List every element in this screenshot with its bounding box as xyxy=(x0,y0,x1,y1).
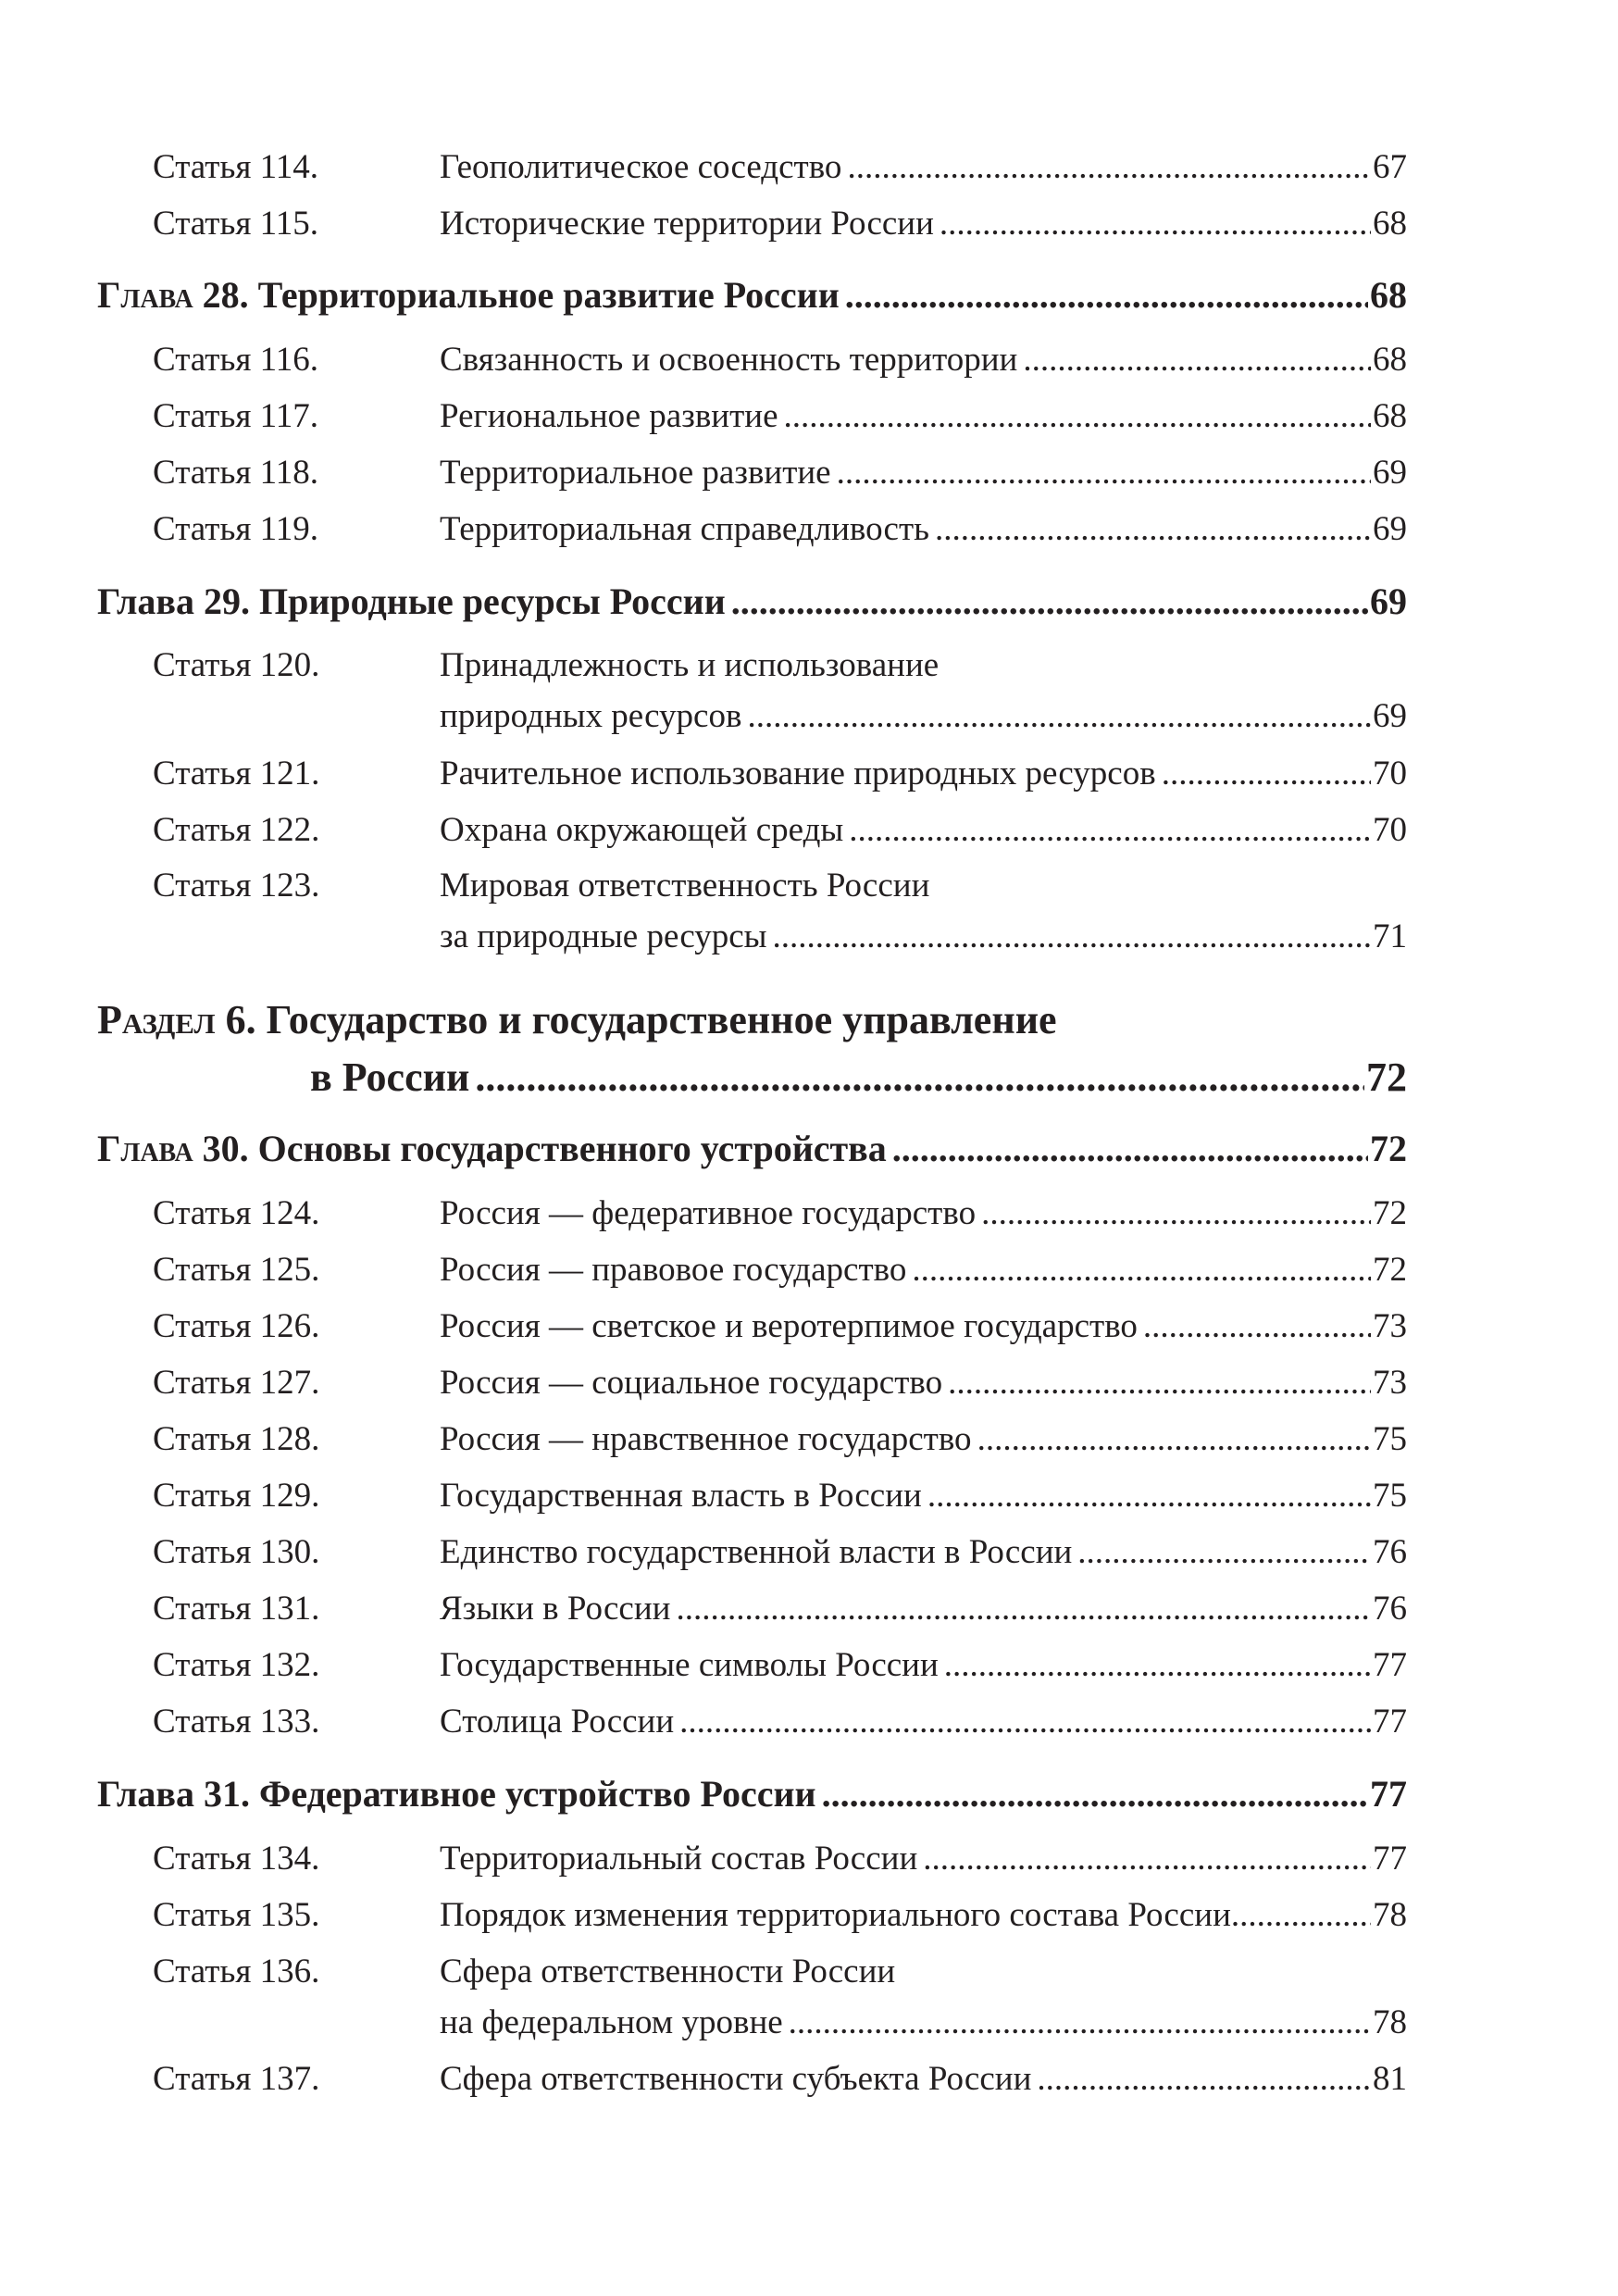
page-number: 77 xyxy=(1370,1773,1407,1815)
dot-leader xyxy=(822,1776,1368,1813)
page-number: 78 xyxy=(1373,2003,1407,2041)
article-title: Мировая ответственность России xyxy=(440,867,930,905)
article-title: Россия — правовое государство xyxy=(440,1251,907,1289)
toc-article-116[interactable] xyxy=(153,343,1407,377)
page-number: 76 xyxy=(1373,1533,1407,1571)
page-number: 70 xyxy=(1373,811,1407,849)
dot-leader xyxy=(679,1704,1371,1739)
dot-leader xyxy=(847,150,1371,184)
article-number: Статья 134. xyxy=(153,1840,320,1878)
page-number: 77 xyxy=(1373,1646,1407,1684)
page-number: 67 xyxy=(1373,148,1407,186)
dot-leader xyxy=(475,1057,1364,1098)
dot-leader xyxy=(789,2005,1371,2040)
article-number: Статья 125. xyxy=(153,1251,320,1289)
toc-article-125[interactable] xyxy=(153,1253,1407,1287)
article-number: Статья 127. xyxy=(153,1364,320,1402)
article-number: Статья 128. xyxy=(153,1420,320,1458)
dot-leader xyxy=(1023,343,1371,377)
chapter-title: 28. Территориальное развитие России xyxy=(202,274,840,316)
article-number: Статья 126. xyxy=(153,1307,320,1345)
section-prefix: Раздел xyxy=(97,997,216,1042)
page-number: 68 xyxy=(1370,274,1407,316)
article-number: Статья 120. xyxy=(153,646,320,684)
dot-leader xyxy=(981,1196,1371,1230)
dot-leader xyxy=(892,1130,1368,1167)
article-number: Статья 132. xyxy=(153,1646,320,1684)
toc-chapter-29[interactable] xyxy=(97,580,1407,622)
dot-leader xyxy=(784,399,1371,433)
chapter-prefix: Глава xyxy=(97,274,193,316)
article-number: Статья 114. xyxy=(153,148,318,186)
toc-article-131[interactable] xyxy=(153,1591,1407,1626)
article-title: Рачительное использование природных ресурсов xyxy=(440,755,1156,792)
page-number: 69 xyxy=(1373,454,1407,492)
toc-article-127[interactable] xyxy=(153,1366,1407,1400)
dot-leader xyxy=(747,699,1371,733)
article-title: Территориальное развитие xyxy=(440,454,831,492)
article-number: Статья 135. xyxy=(153,1896,320,1934)
dot-leader xyxy=(944,1648,1371,1682)
toc-article-117[interactable] xyxy=(153,399,1407,433)
page-number: 69 xyxy=(1373,510,1407,548)
dot-leader xyxy=(940,206,1371,241)
dot-leader xyxy=(927,1479,1371,1513)
dot-leader xyxy=(935,512,1371,546)
article-title: Столица России xyxy=(440,1703,675,1741)
dot-leader xyxy=(676,1591,1371,1626)
toc-article-124[interactable] xyxy=(153,1196,1407,1230)
article-title: Россия — социальное государство xyxy=(440,1364,943,1402)
article-number: Статья 118. xyxy=(153,454,318,492)
chapter-prefix: Глава xyxy=(97,580,194,622)
article-number: Статья 122. xyxy=(153,811,320,849)
page-number: 72 xyxy=(1370,1128,1407,1169)
toc-article-123[interactable] xyxy=(153,868,1407,954)
article-title: Государственная власть в России xyxy=(440,1477,922,1515)
page-number: 69 xyxy=(1370,580,1407,622)
article-title: Языки в России xyxy=(440,1590,671,1628)
article-number: Статья 124. xyxy=(153,1194,320,1232)
article-title: Связанность и освоенность территории xyxy=(440,341,1018,379)
toc-article-129[interactable] xyxy=(153,1479,1407,1513)
page-number: 72 xyxy=(1366,1054,1407,1100)
section-title-continued: в России xyxy=(310,1054,470,1100)
chapter-prefix: Глава xyxy=(97,1128,193,1169)
article-number: Статья 136. xyxy=(153,1953,320,1990)
page-number: 68 xyxy=(1373,397,1407,435)
dot-leader xyxy=(1037,2062,1371,2096)
article-number: Статья 137. xyxy=(153,2060,320,2098)
article-title: Территориальная справедливость xyxy=(440,510,930,548)
page-number: 75 xyxy=(1373,1420,1407,1458)
article-number: Статья 116. xyxy=(153,341,318,379)
toc-article-126[interactable] xyxy=(153,1309,1407,1343)
dot-leader xyxy=(773,919,1371,954)
page-number: 69 xyxy=(1373,697,1407,735)
article-title-continued: за природные ресурсы xyxy=(440,917,767,955)
article-number: Статья 121. xyxy=(153,755,320,792)
dot-leader xyxy=(1143,1309,1371,1343)
page-number: 81 xyxy=(1373,2060,1407,2098)
toc-article-135[interactable] xyxy=(153,1898,1407,1932)
toc-article-121[interactable] xyxy=(153,756,1407,791)
page-number: 76 xyxy=(1373,1590,1407,1628)
article-title: Территориальный состав России xyxy=(440,1840,918,1878)
article-title: Россия — светское и веротерпимое государство xyxy=(440,1307,1138,1345)
article-number: Статья 130. xyxy=(153,1533,320,1571)
toc-article-120[interactable] xyxy=(153,648,1407,733)
chapter-title: 31. Федеративное устройство России xyxy=(203,1773,816,1815)
article-title: Исторические территории России xyxy=(440,205,934,243)
article-title: Порядок изменения территориального состава России xyxy=(440,1896,1231,1934)
toc-article-134[interactable] xyxy=(153,1841,1407,1876)
toc-article-128[interactable] xyxy=(153,1422,1407,1456)
dot-leader xyxy=(948,1366,1371,1400)
toc-article-130[interactable] xyxy=(153,1535,1407,1569)
section-title: 6. Государство и государственное управление xyxy=(225,997,1057,1042)
toc-chapter-30[interactable] xyxy=(97,1130,1407,1167)
article-title: Охрана окружающей среды xyxy=(440,811,844,849)
toc-section-6[interactable] xyxy=(97,997,1407,1100)
article-title: Россия — федеративное государство xyxy=(440,1194,977,1232)
chapter-title: 29. Природные ресурсы России xyxy=(203,580,726,622)
dot-leader xyxy=(1077,1535,1371,1569)
article-title-continued: на федеральном уровне xyxy=(440,2003,783,2041)
article-title: Единство государственной власти в России xyxy=(440,1533,1073,1571)
article-number: Статья 133. xyxy=(153,1703,320,1741)
article-title: Государственные символы России xyxy=(440,1646,939,1684)
toc-chapter-31[interactable] xyxy=(97,1773,1407,1815)
toc-article-115[interactable] xyxy=(153,206,1407,241)
page-number: 68 xyxy=(1373,341,1407,379)
chapter-prefix: Глава xyxy=(97,1773,194,1815)
page-number: 75 xyxy=(1373,1477,1407,1515)
dot-leader xyxy=(977,1422,1371,1456)
article-number: Статья 123. xyxy=(153,867,320,905)
article-title: Геополитическое соседство xyxy=(440,148,842,186)
article-title: Россия — нравственное государство xyxy=(440,1420,972,1458)
page-number: 73 xyxy=(1373,1364,1407,1402)
article-title: Сфера ответственности субъекта России xyxy=(440,2060,1032,2098)
page-number: 77 xyxy=(1373,1840,1407,1878)
toc-article-114[interactable] xyxy=(153,150,1407,184)
dot-leader xyxy=(849,813,1371,847)
toc-article-136[interactable] xyxy=(153,1954,1407,2040)
article-number: Статья 131. xyxy=(153,1590,320,1628)
page-number: 72 xyxy=(1373,1251,1407,1289)
page-number: 72 xyxy=(1373,1194,1407,1232)
toc-article-133[interactable] xyxy=(153,1704,1407,1739)
page-number: 73 xyxy=(1373,1307,1407,1345)
article-title: Сфера ответственности России xyxy=(440,1953,896,1990)
dot-leader xyxy=(731,583,1368,620)
dot-leader xyxy=(1162,756,1371,791)
dot-leader xyxy=(912,1253,1371,1287)
page-number: 78 xyxy=(1373,1896,1407,1934)
dot-leader xyxy=(837,455,1371,490)
page-number: 70 xyxy=(1373,755,1407,792)
page-number: 77 xyxy=(1373,1703,1407,1741)
dot-leader xyxy=(923,1841,1371,1876)
dot-leader xyxy=(845,277,1368,314)
page-number: 71 xyxy=(1373,917,1407,955)
article-number: Статья 115. xyxy=(153,205,318,243)
article-title: Принадлежность и использование xyxy=(440,646,940,684)
chapter-title: 30. Основы государственного устройства xyxy=(202,1128,887,1169)
toc-article-132[interactable] xyxy=(153,1648,1407,1682)
toc-chapter-28[interactable] xyxy=(97,274,1407,316)
toc-article-119[interactable] xyxy=(153,512,1407,546)
article-title: Региональное развитие xyxy=(440,397,778,435)
toc-article-137[interactable] xyxy=(153,2062,1407,2096)
page-number: 68 xyxy=(1373,205,1407,243)
article-number: Статья 129. xyxy=(153,1477,320,1515)
article-number: Статья 117. xyxy=(153,397,318,435)
dot-leader xyxy=(1231,1898,1371,1932)
article-title-continued: природных ресурсов xyxy=(440,697,742,735)
toc-article-122[interactable] xyxy=(153,813,1407,847)
article-number: Статья 119. xyxy=(153,510,318,548)
toc-article-118[interactable] xyxy=(153,455,1407,490)
